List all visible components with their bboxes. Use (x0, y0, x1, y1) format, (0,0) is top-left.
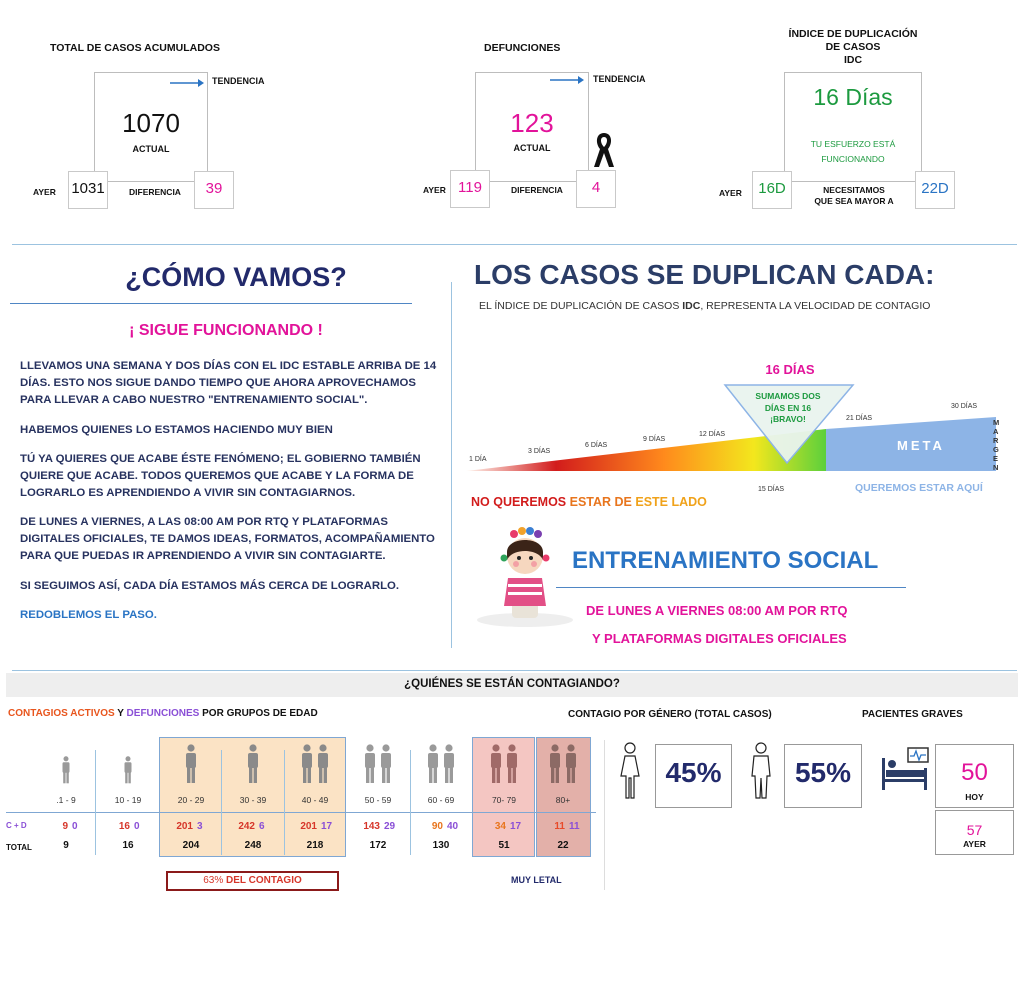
age-col-divider-2 (221, 750, 222, 855)
duplican-title: LOS CASOS SE DUPLICAN CADA: (474, 259, 935, 290)
scale-label-1: 1 DÍA (469, 456, 487, 463)
idc-message-line1: TU ESFUERZO ESTÁ (810, 139, 896, 149)
age-group-total: 172 (369, 840, 387, 851)
age-group-range: 30 - 39 (239, 795, 267, 805)
total-current-value: 1070 (122, 108, 180, 138)
idc-need-line1: NECESITAMOS (823, 185, 885, 195)
duplican-subtitle-bold: IDC (682, 300, 701, 312)
age-legend (8, 708, 318, 719)
como-vamos-title: ¿CÓMO VAMOS? (125, 262, 347, 292)
age-group-range: 80+ (555, 795, 571, 805)
scale-label-9: 9 DÍAS (643, 436, 666, 443)
deaths-yesterday-value: 119 (458, 179, 482, 196)
age-legend-active: CONTAGIOS ACTIVOS (8, 708, 115, 719)
margin-label: MARGEN (993, 418, 1000, 472)
age-group-deaths: 3 (197, 821, 203, 832)
severe-title: PACIENTES GRAVES (862, 709, 963, 720)
duplican-subtitle-post: , REPRESENTA LA VELOCIDAD DE CONTAGIO (700, 300, 931, 312)
male-icon (748, 742, 774, 805)
age-group-figure-icon (118, 756, 138, 789)
age-group-active: 90 (431, 821, 443, 832)
age-legend-deaths: DEFUNCIONES (126, 708, 200, 719)
deaths-diff-label: DIFERENCIA (511, 185, 563, 195)
age-group-active: 201 (176, 821, 193, 832)
age-group-total: 9 (63, 840, 69, 851)
severe-today-value: 50 (961, 759, 988, 786)
marker-note-1: SUMAMOS DOS (755, 391, 821, 401)
age-group-figure-icon (487, 744, 521, 789)
age-group-figure-icon (546, 744, 580, 789)
como-vamos-paragraph-1: LLEVAMOS UNA SEMANA Y DOS DÍAS CON EL IDC ESTABLE ARRIBA DE 14 DÍAS. ESTO NOS SIGUE DANDO TIEMPO QUE AHORA APROVECHAMOS PARA LLEVAR A CABO NUESTRO "ENTRENAMIENTO SOCIAL". (20, 360, 437, 406)
deaths-diff-value: 4 (591, 179, 601, 196)
training-title: ENTRENAMIENTO SOCIAL (572, 547, 879, 574)
como-vamos-paragraph-2: HABEMOS QUIENES LO ESTAMOS HACIENDO MUY BIEN (20, 424, 333, 436)
severe-yesterday-label: AYER (963, 839, 986, 849)
duplican-subtitle-pre: EL ÍNDICE DE DUPLICACIÓN DE CASOS (479, 300, 683, 312)
quienes-title: ¿QUIÉNES SE ESTÁN CONTAGIANDO? (404, 678, 620, 690)
scale-label-30: 30 DÍAS (951, 403, 978, 410)
trend-arrow-icon (170, 75, 204, 93)
age-group-deaths: 11 (569, 821, 580, 832)
severe-today-label: HOY (965, 792, 984, 802)
age-group-deaths: 29 (384, 821, 396, 832)
age-group-range: 70- 79 (491, 795, 517, 805)
gender-title: CONTAGIO POR GÉNERO (TOTAL CASOS) (568, 709, 772, 720)
training-underline (556, 587, 906, 588)
age-group-range: 10 - 19 (114, 795, 142, 805)
age-group-range: 50 - 59 (364, 795, 392, 805)
deaths-current-value: 123 (510, 108, 554, 138)
age-group-active: 34 (494, 821, 506, 832)
age-group-figure-icon (424, 744, 458, 789)
age-group-active: 143 (363, 821, 380, 832)
age-group-range: 40 - 49 (301, 795, 329, 805)
marker-value: 16 DÍAS (765, 362, 815, 377)
deaths-current-label: ACTUAL (513, 143, 551, 153)
age-group-range: 20 - 29 (177, 795, 205, 805)
age-group-active: 16 (118, 821, 130, 832)
left-side-caption-1: NO QUEREMOS (471, 495, 570, 509)
male-pct: 55% (794, 757, 852, 788)
left-side-caption (471, 495, 707, 509)
scale-label-15: 15 DÍAS (758, 486, 785, 493)
mourning-ribbon-icon (592, 131, 616, 174)
total-diff-label: DIFERENCIA (129, 187, 181, 197)
bottom-separator (12, 670, 1017, 671)
idc-title-line2: DE CASOS (825, 41, 881, 53)
age-group-total: 248 (244, 840, 262, 851)
idc-yesterday-label: AYER (719, 188, 742, 198)
age-group-deaths: 0 (134, 821, 140, 832)
scale-label-21: 21 DÍAS (846, 415, 873, 422)
total-label: TOTAL (6, 843, 32, 852)
total-cases-title: TOTAL DE CASOS ACUMULADOS (50, 42, 220, 54)
marker-note-2: DÍAS EN 16 (764, 403, 812, 413)
left-side-caption-2: ESTAR DE (569, 495, 636, 509)
age-group-active: 11 (554, 821, 565, 832)
contagion-share-label: DEL CONTAGIO (226, 875, 302, 886)
contagion-share-box (166, 871, 339, 891)
age-group-total: 22 (557, 840, 569, 851)
training-line-1: DE LUNES A VIERNES 08:00 AM POR RTQ (586, 603, 848, 618)
middle-divider (451, 282, 452, 648)
idc-current-value: 16 Días (813, 84, 893, 110)
deaths-yesterday-label: AYER (423, 185, 446, 195)
age-group-total: 51 (498, 840, 510, 851)
como-vamos-underline (10, 303, 412, 304)
deaths-trend-arrow-icon (550, 72, 584, 90)
deaths-title: DEFUNCIONES (484, 42, 561, 54)
top-separator (12, 244, 1017, 245)
como-vamos-paragraph-3: TÚ YA QUIERES QUE ACABE ÉSTE FENÓMENO; EL GOBIERNO TAMBIÉN QUIERE QUE ACABE. TODOS QUEREMOS QUE ACABE Y LA FORMA DE LOGRARLO ES APRENDIENDO A VIVIR SIN CONTAGIARNOS. (20, 453, 421, 499)
left-side-caption-3: ESTE LADO (635, 495, 707, 509)
idc-message-line2: FUNCIONANDO (821, 154, 885, 164)
duplican-subtitle (479, 300, 930, 312)
scale-label-12: 12 DÍAS (699, 431, 726, 438)
deaths-trend-label: TENDENCIA (593, 74, 646, 84)
gender-divider (604, 740, 605, 890)
age-group-active: 9 (62, 821, 68, 832)
severe-yesterday-value: 57 (966, 822, 983, 838)
age-group-total: 204 (182, 840, 200, 851)
age-group-deaths: 40 (447, 821, 459, 832)
age-group-deaths: 6 (259, 821, 265, 832)
age-group-deaths: 0 (72, 821, 78, 832)
age-group-figure-icon (181, 744, 201, 789)
age-legend-and: Y (114, 708, 127, 719)
age-group-figure-icon (298, 744, 332, 789)
training-line-2: Y PLATAFORMAS DIGITALES OFICIALES (592, 631, 847, 646)
age-legend-suffix: POR GRUPOS DE EDAD (199, 708, 318, 719)
idc-title-line3: IDC (843, 54, 863, 66)
female-pct: 45% (665, 757, 722, 788)
idc-title-line1: ÍNDICE DE DUPLICACIÓN (788, 28, 918, 40)
total-trend-label: TENDENCIA (212, 76, 265, 86)
age-group-deaths: 17 (321, 821, 333, 832)
age-group-active: 201 (300, 821, 317, 832)
age-group-range: .1 - 9 (56, 795, 76, 805)
total-current-label: ACTUAL (132, 144, 170, 154)
meta-label: META (897, 438, 945, 453)
idc-yesterday-value: 16D (758, 180, 786, 197)
right-side-caption: QUEREMOS ESTAR AQUÍ (855, 482, 983, 494)
idc-target-value: 22D (921, 180, 949, 197)
age-group-figure-icon (243, 744, 263, 789)
scale-label-3: 3 DÍAS (528, 448, 551, 455)
lethal-label: MUY LETAL (511, 875, 562, 885)
idc-need-line2: QUE SEA MAYOR A (814, 196, 894, 206)
age-group-range: 60 - 69 (427, 795, 455, 805)
total-yesterday-value: 1031 (71, 180, 105, 197)
hospital-bed-icon (880, 746, 932, 797)
cd-label: C + D (6, 821, 27, 830)
female-icon (617, 742, 643, 805)
age-group-active: 242 (238, 821, 255, 832)
scale-label-6: 6 DÍAS (585, 442, 608, 449)
como-vamos-paragraph-6: REDOBLEMOS EL PASO. (20, 609, 157, 621)
contagion-share-value: 63% (203, 875, 224, 886)
como-vamos-paragraph-4: DE LUNES A VIERNES, A LAS 08:00 AM POR RTQ Y PLATAFORMAS DIGITALES OFICIALES, TE DAMOS IDEAS, FORMATOS, ACOMPAÑAMIENTO PARA QUE PUEDAS IR APRENDIENDO A VIVIR SIN CONTAGIARTE. (20, 516, 435, 562)
como-vamos-paragraph-5: SI SEGUIMOS ASÍ, CADA DÍA ESTAMOS MÁS CERCA DE LOGRARLO. (20, 580, 400, 592)
como-vamos-subtitle: ¡ SIGUE FUNCIONANDO ! (129, 322, 323, 339)
age-group-figure-icon (361, 744, 395, 789)
age-group-figure-icon (56, 756, 76, 789)
age-group-deaths: 17 (510, 821, 522, 832)
age-group-total: 130 (432, 840, 450, 851)
total-yesterday-label: AYER (33, 187, 56, 197)
doll-illustration-icon (470, 518, 580, 633)
age-group-total: 218 (306, 840, 324, 851)
total-diff-value: 39 (205, 180, 223, 197)
marker-note-3: ¡BRAVO! (770, 414, 806, 424)
age-group-total: 16 (122, 840, 134, 851)
